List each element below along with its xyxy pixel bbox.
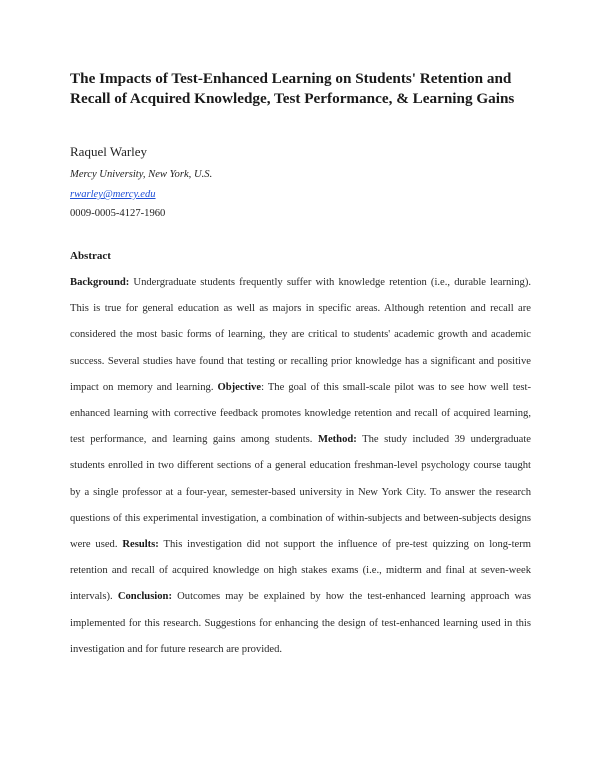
author-email-link[interactable]: rwarley@mercy.edu	[70, 189, 156, 200]
abstract-objective-label: Objective	[217, 381, 262, 393]
abstract-background-text: Undergraduate students frequently suffer with knowledge retention (i.e., durable learning). This is true for general education as well as majors in specific areas. Although retention and recall are considered the most basic forms of learning, they are critical to students' academic growth and academic success. Several studies have found that testing or recalling prior knowledge has a significant and positive impact on memory and learning.	[70, 277, 531, 393]
author-affiliation: Mercy University, New York, U.S.	[70, 169, 213, 180]
abstract-objective-text: : The goal of this small-scale pilot was to see how well test-enhanced learning with corrective feedback promotes knowledge retention and recall of acquired learning, test performance, and learning gains among students.	[70, 381, 531, 446]
author-name: Raquel Warley	[70, 144, 148, 159]
abstract-method-label: Method:	[317, 434, 357, 446]
abstract-conclusion-text: Outcomes may be explained by how the test-enhanced learning approach was implemented for this research. Suggestions for enhancing the design of test-enhanced learning used in this investigation and for future research are provided.	[70, 591, 531, 655]
abstract-method-text: The study included 39 undergraduate students enrolled in two different sections of a general education freshman-level psychology course taught by a single professor at a four-year, semester-based university in New York City. To answer the research questions of this experimental investigation, a combination of within-subjects and between-subjects designs were used.	[70, 434, 531, 551]
abstract-body	[70, 270, 531, 663]
abstract-conclusion-label: Conclusion:	[117, 591, 172, 603]
author-orcid: 0009-0005-4127-1960	[70, 208, 166, 219]
abstract-results-text: This investigation did not support the influence of pre-test quizzing on long-term retention and recall of acquired knowledge on high stakes exams (i.e., midterm and final at seven-week intervals).	[70, 539, 531, 603]
abstract-results-label: Results:	[122, 539, 159, 551]
paper-title: The Impacts of Test-Enhanced Learning on Students' Retention and Recall of Acquired Knowledge, Test Performance, & Learning Gains	[70, 70, 515, 107]
abstract-background-label: Background:	[70, 277, 130, 288]
abstract-heading: Abstract	[70, 250, 111, 262]
